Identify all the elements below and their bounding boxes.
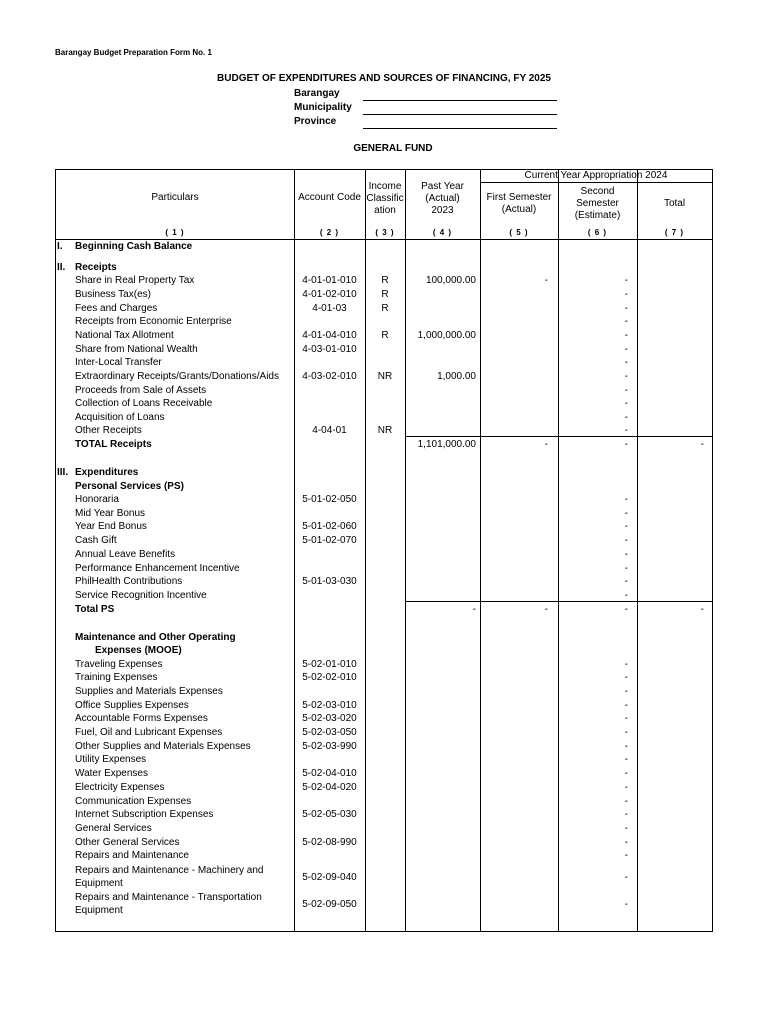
barangay-field-line [363, 100, 557, 101]
row-second-semester: - [624, 809, 628, 820]
table-row [56, 712, 712, 725]
row-account-code: 5-02-03-990 [302, 741, 357, 752]
municipality-field-line [363, 114, 557, 115]
header-income-line2: Classific [366, 193, 404, 204]
header-current-year: Current Year Appropriation 2024 [524, 170, 668, 181]
table-row [56, 631, 712, 644]
row-particulars: Inter-Local Transfer [75, 357, 162, 368]
table-row [56, 726, 712, 739]
row-account-code: 5-02-05-030 [302, 809, 357, 820]
row-second-semester: - [624, 899, 628, 910]
row-second-semester: - [624, 508, 628, 519]
table-row [56, 891, 712, 917]
row-particulars: Office Supplies Expenses [75, 700, 189, 711]
table-row [56, 575, 712, 588]
row-particulars: Share in Real Property Tax [75, 275, 195, 286]
municipality-label: Municipality [294, 102, 352, 113]
col-number: ( 6 ) [587, 228, 608, 237]
header-income-line1: Income [368, 181, 402, 192]
row-second-semester: - [624, 672, 628, 683]
table-row [56, 343, 712, 356]
table-row [56, 315, 712, 328]
row-particulars: Total PS [75, 604, 115, 615]
row-particulars: Traveling Expenses [75, 659, 163, 670]
row-total: - [700, 439, 704, 450]
province-label: Province [294, 116, 337, 127]
table-row [56, 562, 712, 575]
row-income-class: R [381, 289, 389, 300]
table-row [56, 767, 712, 780]
table-row-total [56, 438, 712, 451]
row-second-semester: - [624, 425, 628, 436]
barangay-label: Barangay [294, 88, 340, 99]
table-row [56, 808, 712, 821]
province-field-line [363, 128, 557, 129]
header-past-line1: Past Year [421, 181, 464, 192]
row-past-year: - [472, 604, 476, 615]
row-second-semester: - [624, 754, 628, 765]
row-account-code: 5-01-02-050 [302, 494, 357, 505]
table-row [56, 466, 712, 479]
row-particulars: Year End Bonus [75, 521, 147, 532]
row-particulars: Maintenance and Other Operating [75, 632, 236, 643]
header-particulars: Particulars [151, 192, 199, 203]
table-row [56, 384, 712, 397]
row-particulars: Performance Enhancement Incentive [75, 563, 240, 574]
header-past-line2: (Actual) [425, 193, 460, 204]
row-account-code: 5-01-03-030 [302, 576, 357, 587]
col-number: ( 7 ) [664, 228, 685, 237]
table-row [56, 781, 712, 794]
row-particulars: Other Receipts [75, 425, 142, 436]
row-particulars: Receipts [75, 262, 117, 273]
table-row-total [56, 603, 712, 616]
col-number: ( 5 ) [509, 228, 529, 237]
row-income-class: NR [377, 371, 393, 382]
header-income-line3: ation [374, 205, 396, 216]
row-past-year: 1,000.00 [437, 371, 476, 382]
row-account-code: 4-01-04-010 [302, 330, 357, 341]
table-row [56, 864, 712, 890]
header-past-line3: 2023 [431, 205, 454, 216]
header-first-semester [480, 192, 558, 216]
row-income-class: R [381, 275, 389, 286]
row-account-code: 4-04-01 [312, 425, 347, 436]
row-particulars: Proceeds from Sale of Assets [75, 385, 207, 396]
row-roman: III. [57, 467, 69, 478]
row-second-semester: - [624, 275, 628, 286]
row-second-semester: - [624, 439, 628, 450]
row-particulars: Repairs and Maintenance - Transportation Equipment [75, 892, 262, 916]
table-row [56, 534, 712, 547]
row-roman: I. [57, 241, 63, 252]
row-second-semester: - [624, 872, 628, 883]
row-particulars: PhilHealth Contributions [75, 576, 183, 587]
table-row [56, 329, 712, 342]
row-first-semester: - [544, 604, 548, 615]
row-second-semester: - [624, 357, 628, 368]
row-second-semester: - [624, 741, 628, 752]
row-particulars: Business Tax(es) [75, 289, 151, 300]
table-row [56, 274, 712, 287]
row-second-semester: - [624, 768, 628, 779]
row-past-year: 1,000,000.00 [417, 330, 476, 341]
row-particulars: General Services [75, 823, 152, 834]
row-second-semester: - [624, 850, 628, 861]
row-particulars: Annual Leave Benefits [75, 549, 176, 560]
row-particulars: Honoraria [75, 494, 119, 505]
row-second-semester: - [624, 727, 628, 738]
row-particulars: Accountable Forms Expenses [75, 713, 208, 724]
row-account-code: 5-01-02-070 [302, 535, 357, 546]
row-second-semester: - [624, 494, 628, 505]
header-second-line2: Semester [576, 198, 619, 209]
table-row [56, 671, 712, 684]
table-row [56, 849, 712, 862]
col-number: ( 3 ) [375, 228, 395, 237]
row-account-code: 5-02-09-040 [302, 872, 357, 883]
header-divider [480, 182, 712, 183]
row-income-class: R [381, 303, 389, 314]
row-second-semester: - [624, 316, 628, 327]
row-particulars: Other Supplies and Materials Expenses [75, 741, 251, 752]
row-particulars: Mid Year Bonus [75, 508, 146, 519]
table-row [56, 493, 712, 506]
col-number: ( 4 ) [432, 228, 453, 237]
row-past-year: 1,101,000.00 [417, 439, 476, 450]
row-particulars: National Tax Allotment [75, 330, 174, 341]
row-particulars: Utility Expenses [75, 754, 147, 765]
fund-title: GENERAL FUND [353, 143, 433, 154]
row-particulars: Beginning Cash Balance [75, 241, 193, 252]
table-row [56, 302, 712, 315]
row-second-semester: - [624, 686, 628, 697]
row-particulars: Communication Expenses [75, 796, 192, 807]
header-income-classification [365, 181, 405, 217]
table-row [56, 261, 712, 274]
row-particulars: Electricity Expenses [75, 782, 165, 793]
row-particulars: Expenditures [75, 467, 139, 478]
row-account-code: 5-02-09-050 [302, 899, 357, 910]
row-second-semester: - [624, 576, 628, 587]
row-second-semester: - [624, 659, 628, 670]
row-second-semester: - [624, 796, 628, 807]
table-row [56, 699, 712, 712]
row-particulars: Receipts from Economic Enterprise [75, 316, 232, 327]
row-second-semester: - [624, 590, 628, 601]
document-title: BUDGET OF EXPENDITURES AND SOURCES OF FINANCING, FY 2025 [217, 73, 551, 84]
table-row [56, 424, 712, 437]
budget-table [55, 169, 713, 932]
row-second-semester: - [624, 782, 628, 793]
row-past-year: 100,000.00 [425, 275, 476, 286]
row-particulars: Fuel, Oil and Lubricant Expenses [75, 727, 223, 738]
row-second-semester: - [624, 535, 628, 546]
row-account-code: 5-02-04-010 [302, 768, 357, 779]
form-number: Barangay Budget Preparation Form No. 1 [55, 48, 212, 57]
row-account-code: 5-02-08-990 [302, 837, 357, 848]
row-account-code: 5-02-03-010 [302, 700, 357, 711]
row-account-code: 5-02-03-020 [302, 713, 357, 724]
row-particulars: Collection of Loans Receivable [75, 398, 213, 409]
table-row [56, 548, 712, 561]
row-second-semester: - [624, 563, 628, 574]
row-second-semester: - [624, 412, 628, 423]
row-income-class: NR [377, 425, 393, 436]
table-row [56, 822, 712, 835]
row-first-semester: - [544, 439, 548, 450]
row-second-semester: - [624, 837, 628, 848]
row-account-code: 4-01-01-010 [302, 275, 357, 286]
row-roman: II. [57, 262, 66, 273]
row-account-code: 4-01-03 [312, 303, 347, 314]
row-account-code: 4-03-01-010 [302, 344, 357, 355]
header-account-code: Account Code [298, 192, 361, 203]
row-particulars: Service Recognition Incentive [75, 590, 207, 601]
table-row [56, 370, 712, 383]
table-row [56, 480, 712, 493]
table-row [56, 740, 712, 753]
row-account-code: 5-02-02-010 [302, 672, 357, 683]
row-second-semester: - [624, 604, 628, 615]
table-row [56, 795, 712, 808]
table-row [56, 520, 712, 533]
row-particulars: Share from National Wealth [75, 344, 198, 355]
row-second-semester: - [624, 344, 628, 355]
row-particulars: Cash Gift [75, 535, 117, 546]
row-income-class: R [381, 330, 389, 341]
table-row [56, 411, 712, 424]
row-account-code: 5-02-03-050 [302, 727, 357, 738]
row-particulars: Repairs and Maintenance [75, 850, 189, 861]
row-second-semester: - [624, 823, 628, 834]
row-account-code: 4-01-02-010 [302, 289, 357, 300]
header-first-line1: First Semester [486, 192, 552, 203]
row-second-semester: - [624, 371, 628, 382]
row-particulars: Internet Subscription Expenses [75, 809, 214, 820]
row-particulars: Fees and Charges [75, 303, 158, 314]
table-row [56, 356, 712, 369]
row-second-semester: - [624, 330, 628, 341]
col-number: ( 2 ) [319, 228, 340, 237]
table-row [56, 397, 712, 410]
table-row [56, 507, 712, 520]
row-total: - [700, 604, 704, 615]
row-second-semester: - [624, 549, 628, 560]
row-particulars: TOTAL Receipts [75, 439, 152, 450]
row-particulars: Other General Services [75, 837, 180, 848]
row-account-code: 5-02-04-020 [302, 782, 357, 793]
row-particulars: Personal Services (PS) [75, 481, 184, 492]
row-account-code: 4-03-02-010 [302, 371, 357, 382]
row-second-semester: - [624, 521, 628, 532]
col-number: ( 1 ) [165, 228, 185, 237]
header-second-semester [558, 186, 637, 222]
header-total: Total [663, 198, 686, 209]
table-row [56, 685, 712, 698]
row-particulars: Water Expenses [75, 768, 148, 779]
table-row [56, 658, 712, 671]
table-row [56, 836, 712, 849]
row-second-semester: - [624, 700, 628, 711]
header-second-line1: Second [580, 186, 615, 197]
row-account-code: 5-01-02-060 [302, 521, 357, 532]
row-first-semester: - [544, 275, 548, 286]
row-second-semester: - [624, 303, 628, 314]
row-particulars: Supplies and Materials Expenses [75, 686, 223, 697]
row-account-code: 5-02-01-010 [302, 659, 357, 670]
row-particulars: Extraordinary Receipts/Grants/Donations/Aids [75, 371, 279, 382]
header-past-year [405, 181, 480, 217]
row-second-semester: - [624, 713, 628, 724]
row-particulars: Repairs and Maintenance - Machinery and Equipment [75, 865, 264, 889]
row-second-semester: - [624, 398, 628, 409]
table-row [56, 288, 712, 301]
table-row [56, 589, 712, 602]
row-particulars: Training Expenses [75, 672, 158, 683]
row-second-semester: - [624, 385, 628, 396]
row-particulars: Expenses (MOOE) [95, 645, 182, 656]
header-first-line2: (Actual) [501, 204, 537, 215]
table-row [56, 644, 712, 657]
table-row [56, 240, 712, 253]
header-second-line3: (Estimate) [574, 210, 621, 221]
row-second-semester: - [624, 289, 628, 300]
table-row [56, 753, 712, 766]
row-particulars: Acquisition of Loans [75, 412, 165, 423]
